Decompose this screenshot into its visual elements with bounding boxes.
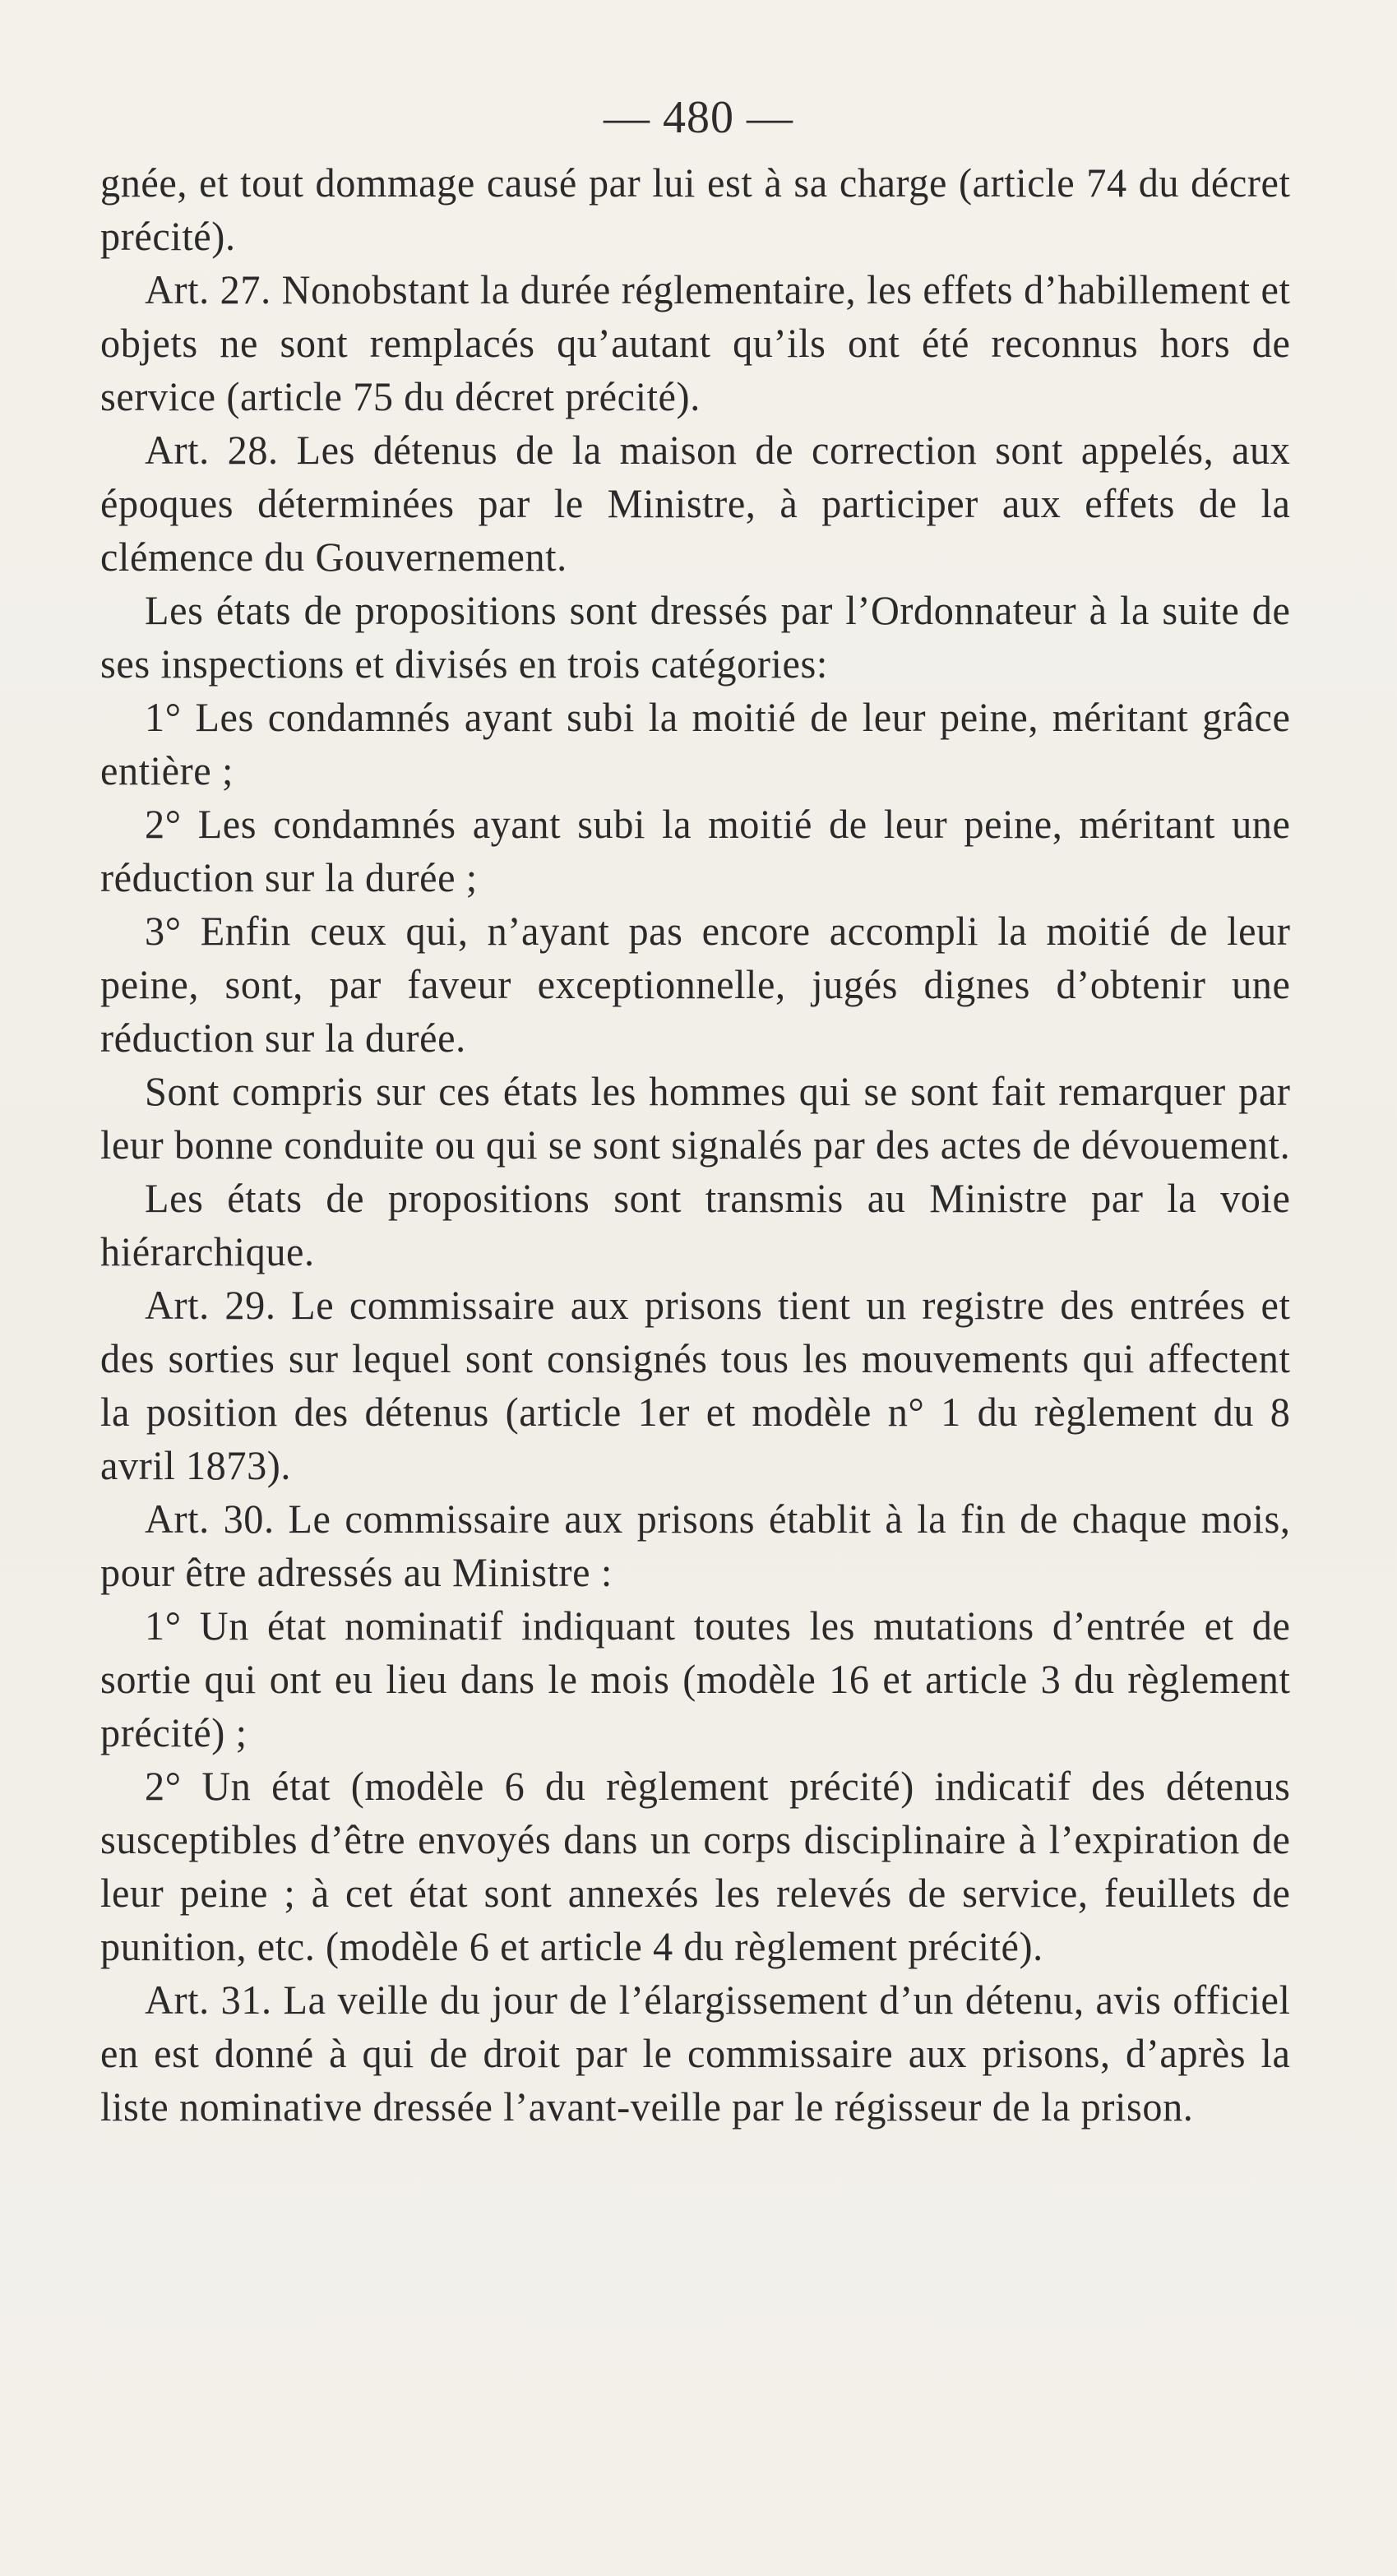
paragraph: Art. 31. La veille du jour de l’élargissement d’un détenu, avis officiel en est donné à qui de droit par le commissaire aux prisons, d’après la liste nominative dressée l’avant-veille par le régisseur de la prison. (100, 1977, 1291, 2130)
paragraph: gnée, et tout dommage causé par lui est à sa charge (article 74 du décret précité). (100, 160, 1291, 259)
paragraph: 3° Enfin ceux qui, n’ayant pas encore accompli la moitié de leur peine, sont, par faveur exceptionnelle, jugés dignes d’obtenir une réduction sur la durée. (100, 908, 1291, 1061)
paragraph: 2° Les condamnés ayant subi la moitié de leur peine, méritant une réduction sur la durée ; (100, 801, 1291, 900)
page-number: — 480 — (604, 92, 793, 143)
paragraph: 2° Un état (modèle 6 du règlement précité) indicatif des détenus susceptibles d’être envoyés dans un corps disciplinaire à l’expiration de leur peine ; à cet état sont annexés les relevés de service, feuillets de punition, etc. (modèle 6 et article 4 du règlement précité). (100, 1763, 1291, 1969)
paragraph: Art. 28. Les détenus de la maison de correction sont appelés, aux époques déterminées par le Ministre, à participer aux effets de la clémence du Gouvernement. (100, 427, 1291, 580)
paragraph: Les états de propositions sont dressés par l’Ordonnateur à la suite de ses inspections et divisés en trois catégories: (100, 587, 1291, 687)
paragraph: Art. 29. Le commissaire aux prisons tient un registre des entrées et des sorties sur lequel sont consignés tous les mouvements qui affectent la position des détenus (article 1er et modèle n° 1 du règlement du 8 avril 1873). (100, 1282, 1291, 1488)
body-text (100, 156, 1291, 2134)
paragraph: 1° Un état nominatif indiquant toutes les mutations d’entrée et de sortie qui ont eu lieu dans le mois (modèle 16 et article 3 du règlement précité) ; (100, 1602, 1291, 1755)
paragraph: Sont compris sur ces états les hommes qui se sont fait remarquer par leur bonne conduite ou qui se sont signalés par des actes de dévouement. (100, 1068, 1291, 1168)
paragraph: Les états de propositions sont transmis au Ministre par la voie hiérarchique. (100, 1175, 1291, 1274)
paragraph: 1° Les condamnés ayant subi la moitié de leur peine, méritant grâce entière ; (100, 694, 1291, 793)
paragraph: Art. 30. Le commissaire aux prisons établit à la fin de chaque mois, pour être adressés au Ministre : (100, 1496, 1291, 1595)
paragraph: Art. 27. Nonobstant la durée réglementaire, les effets d’habillement et objets ne sont remplacés qu’autant qu’ils ont été reconnus hors de service (article 75 du décret précité). (100, 266, 1291, 419)
